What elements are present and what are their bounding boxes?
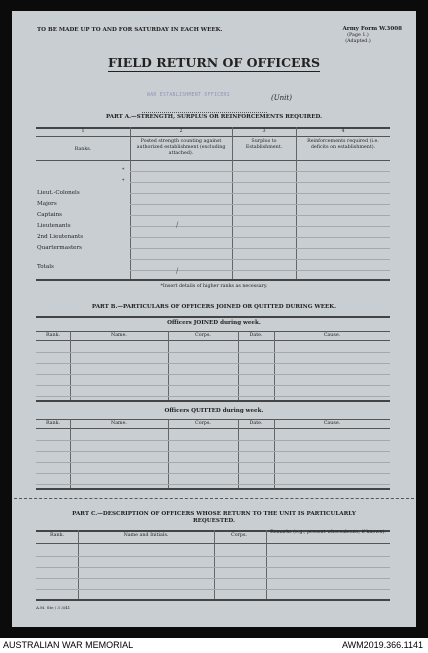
- part-b-heading: PART B.—PARTICULARS OF OFFICERS JOINED OR QUITTED DURING WEEK.: [91, 304, 337, 310]
- col-num-4: 4: [341, 129, 345, 134]
- joined-col-cause: Cause.: [323, 333, 341, 338]
- form-number: Army Form W.3008: [342, 26, 402, 32]
- perforation-line: [14, 498, 414, 499]
- joined-col-date: Date.: [249, 333, 263, 338]
- rank-quartermasters: Quartermasters: [37, 245, 83, 251]
- quitted-divider-4: [274, 419, 275, 489]
- ruled-line: [130, 226, 390, 227]
- footer-credit: AUSTRALIAN WAR MEMORIAL: [3, 640, 134, 650]
- partc-col-name: Name and Initials.: [123, 533, 169, 538]
- col-header-surplus: Surplus to Establishment.: [245, 139, 283, 150]
- army-form-page: [12, 11, 416, 627]
- ruled-line: [130, 270, 390, 271]
- form-adapted: (Adapted.): [345, 39, 371, 44]
- ruled-line: [130, 193, 390, 194]
- part-a-header-rule: [36, 160, 390, 161]
- col-header-posted: Posted strength counting against authorized establishment (excluding attached).: [136, 139, 226, 156]
- part-a-heading: PART A.—STRENGTH, SURPLUS OR REINFORCEMENTS REQUIRED.: [105, 114, 323, 120]
- part-a-footnote: *Insert details of higher ranks as necessary.: [160, 284, 268, 289]
- col-num-3: 3: [262, 129, 266, 134]
- header-note: TO BE MADE UP TO AND FOR SATURDAY IN EACH WEEK.: [37, 27, 223, 33]
- form-page: (Page 1.): [347, 33, 369, 38]
- joined-bottom-rule: [36, 400, 390, 402]
- quitted-divider-2: [168, 419, 169, 489]
- ruled-line: [36, 451, 390, 452]
- ruled-line: [130, 204, 390, 205]
- ruled-line: [130, 182, 390, 183]
- form-title-text: FIELD RETURN OF OFFICERS: [107, 55, 320, 70]
- part-c-heading-1: PART C.—DESCRIPTION OF OFFICERS WHOSE RETURN TO THE UNIT IS PARTICULARLY: [72, 511, 356, 517]
- unit-blank-line: [142, 104, 267, 113]
- quitted-bottom-rule: [36, 488, 390, 490]
- quitted-divider-3: [238, 419, 239, 489]
- joined-col-name: Name.: [111, 333, 127, 338]
- part-c-header-rule: [36, 543, 390, 544]
- ruled-line: [36, 385, 390, 386]
- ruled-line: [130, 259, 390, 260]
- form-title: [12, 55, 416, 71]
- ruled-line: [36, 473, 390, 474]
- quitted-col-cause: Cause.: [323, 421, 341, 426]
- part-b-top-rule: [36, 316, 390, 318]
- quitted-divider-1: [70, 419, 71, 489]
- ruled-line: [36, 363, 390, 364]
- ruled-line: [36, 589, 390, 590]
- joined-divider-2: [168, 331, 169, 401]
- unit-stamp: WAR ESTABLISHMENT OFFICERS: [147, 93, 230, 98]
- col-header-reinforcements: Reinforcements required (i.e. deficits on establishment).: [307, 139, 379, 150]
- part-a-bottom-rule: [36, 279, 390, 281]
- print-code: A.M. Ste / 3 3/41: [36, 605, 71, 610]
- partc-col-rank: Rank.: [49, 533, 65, 538]
- quitted-header-top-rule: [36, 419, 390, 420]
- ruled-line: [36, 484, 390, 485]
- quitted-title: Officers QUITTED during week.: [164, 408, 264, 414]
- partc-col-corps: Corps.: [231, 533, 247, 538]
- rank-totals: Totals: [37, 264, 54, 270]
- col-num-2: 2: [179, 129, 183, 134]
- joined-divider-1: [70, 331, 71, 401]
- partc-col-remarks: Remarks (e.g., present whereabouts, if known).: [270, 530, 386, 535]
- ruled-line: [36, 352, 390, 353]
- pencil-mark-1: /: [176, 221, 179, 229]
- ruled-line: [36, 462, 390, 463]
- asterisk-2: *: [122, 179, 125, 184]
- part-c-heading-2: REQUESTED.: [193, 518, 235, 524]
- asterisk-1: *: [122, 168, 125, 173]
- joined-divider-3: [238, 331, 239, 401]
- pencil-mark-2: /: [176, 267, 179, 275]
- joined-divider-4: [274, 331, 275, 401]
- quitted-col-name: Name.: [111, 421, 127, 426]
- rank-majors: Majors: [37, 201, 57, 207]
- quitted-col-rank: Rank.: [45, 421, 61, 426]
- joined-title: Officers JOINED during week.: [167, 320, 261, 326]
- ruled-line: [36, 567, 390, 568]
- quitted-col-date: Date.: [249, 421, 263, 426]
- ruled-line: [130, 237, 390, 238]
- ruled-line: [130, 215, 390, 216]
- rank-captains: Captains: [37, 212, 63, 218]
- part-a-number-rule: [36, 136, 390, 137]
- quitted-header-rule: [36, 428, 390, 429]
- ruled-line: [36, 578, 390, 579]
- ruled-line: [36, 556, 390, 557]
- col-num-1: 1: [81, 129, 85, 134]
- joined-col-rank: Rank.: [45, 333, 61, 338]
- joined-header-top-rule: [36, 331, 390, 332]
- ruled-line: [130, 171, 390, 172]
- footer-accession: AWM2019.366.1141: [341, 640, 423, 650]
- part-c-bottom-rule: [36, 599, 390, 601]
- ruled-line: [36, 396, 390, 397]
- ruled-line: [36, 374, 390, 375]
- unit-label: (Unit): [271, 94, 292, 102]
- ruled-line: [130, 248, 390, 249]
- joined-header-rule: [36, 340, 390, 341]
- rank-2nd-lieutenants: 2nd Lieutenants: [37, 234, 84, 240]
- joined-col-corps: Corps.: [195, 333, 211, 338]
- rank-lieut-colonels: Lieut.-Colonels: [37, 190, 80, 196]
- col-header-ranks: Ranks.: [74, 147, 92, 152]
- quitted-col-corps: Corps.: [195, 421, 211, 426]
- ruled-line: [36, 440, 390, 441]
- rank-lieutenants: Lieutenants: [37, 223, 71, 229]
